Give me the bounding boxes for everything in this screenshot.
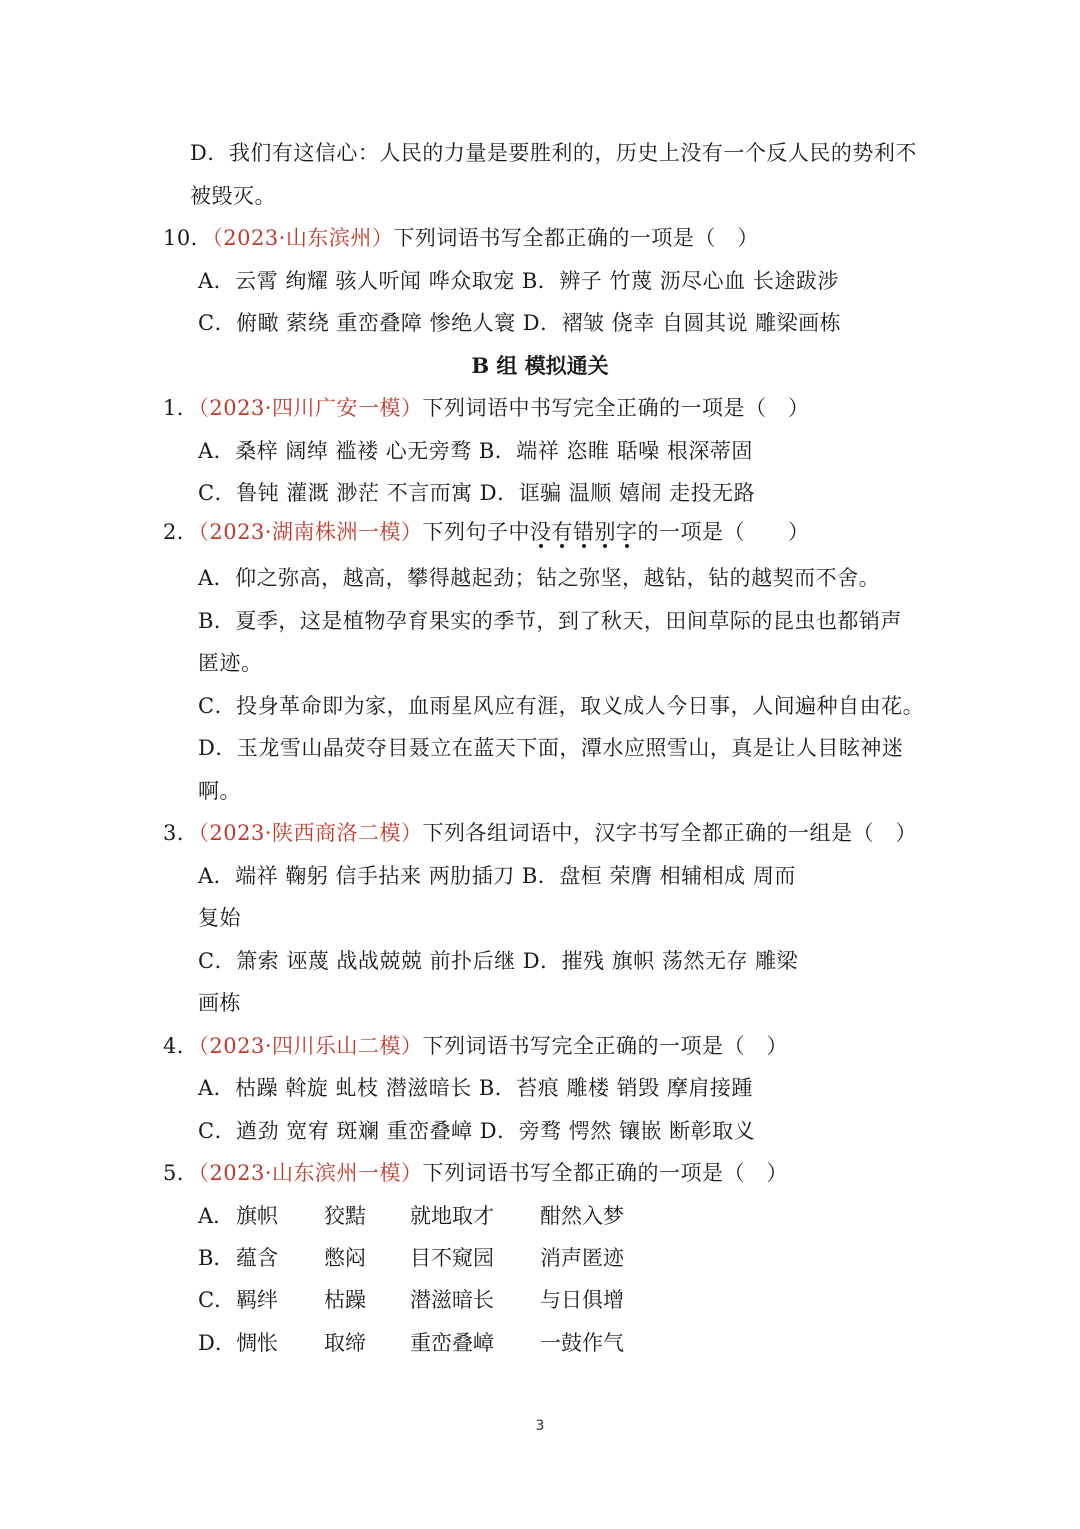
question-source: （2023·陕西商洛二模） (198, 821, 423, 845)
question-3-options-cd-line2: 画栋 (198, 991, 241, 1015)
question-1-options-ab: A．桑梓 阔绰 褴褛 心无旁骛 B．端祥 恣睢 聒噪 根深蒂固 (198, 439, 753, 463)
question-1-stem (163, 393, 810, 423)
option-word: 一鼓作气 (540, 1331, 624, 1355)
question-text: 下列词语书写全都正确的一项是（ ） (393, 226, 759, 250)
prev-option-d-line2: 被毁灭。 (190, 184, 276, 208)
section-heading: B 组 模拟通关 (471, 353, 609, 378)
option-word: 旗帜 (236, 1204, 278, 1228)
option-label: C． (198, 1288, 236, 1312)
question-source: （2023·四川乐山二模） (198, 1034, 423, 1058)
option-word: 目不窥园 (410, 1246, 494, 1270)
question-4-stem (163, 1031, 788, 1061)
option-word: 枯躁 (324, 1288, 366, 1312)
emphasis-char: 错 (573, 520, 595, 544)
option-word: 惆怅 (236, 1331, 278, 1355)
option-label: B． (198, 1246, 235, 1270)
question-2-option-b-line1: B．夏季，这是植物孕育果实的季节，到了秋天，田间草际的昆虫也都销声 (198, 609, 902, 633)
question-4-options-ab: A．枯躁 斡旋 虬枝 潜滋暗长 B．苔痕 雕楼 销毁 摩肩接踵 (198, 1076, 753, 1100)
question-source: （2023·湖南株洲一模） (198, 520, 423, 544)
question-2-stem (163, 517, 810, 547)
option-word: 重峦叠嶂 (410, 1331, 494, 1355)
option-word: 憋闷 (324, 1246, 366, 1270)
question-2-option-b-line2: 匿迹。 (198, 651, 263, 675)
emphasis-char: 别 (594, 520, 616, 544)
option-word: 潜滋暗长 (410, 1288, 494, 1312)
question-source: （2023·四川广安一模） (198, 396, 423, 420)
question-number: 3． (163, 821, 199, 845)
question-number: 1． (163, 396, 199, 420)
question-2-option-d-line1: D．玉龙雪山晶荧夺目聂立在蓝天下面，潭水应照雪山，真是让人目眩神迷 (198, 736, 904, 760)
question-text: 下列词语书写完全正确的一项是（ ） (422, 1034, 788, 1058)
question-10-options-cd: C．俯瞰 萦绕 重峦叠障 惨绝人寰 D．褶皱 侥幸 自圆其说 雕梁画栋 (198, 311, 842, 335)
page-number: 3 (535, 1418, 545, 1434)
option-label: D． (198, 1331, 236, 1355)
question-10-stem (163, 223, 759, 253)
question-4-options-cd: C．遒劲 宽宥 斑斓 重峦叠嶂 D．旁骛 愕然 镶嵌 断彰取义 (198, 1119, 756, 1143)
question-10-options-ab: A．云霄 绚耀 骇人听闻 哗众取宠 B．辨子 竹蔑 沥尽心血 长途跋涉 (198, 269, 839, 293)
question-3-options-ab-line1: A．端祥 鞠躬 信手拈来 两肋插刀 B．盘桓 荣膺 相辅相成 周而 (198, 864, 796, 888)
question-5-option-d (198, 1328, 624, 1358)
emphasis-char: 字 (616, 520, 638, 544)
question-number: 10． (163, 226, 213, 250)
option-word: 酣然入梦 (540, 1204, 624, 1228)
question-text: 下列词语书写全都正确的一项是（ ） (422, 1161, 788, 1185)
question-text-pre: 下列句子中 (422, 520, 530, 544)
question-2-option-c: C．投身革命即为家，血雨星风应有涯，取义成人今日事，人间遍种自由花。 (198, 694, 925, 718)
question-5-option-a (198, 1201, 624, 1231)
option-word: 消声匿迹 (540, 1246, 624, 1270)
option-label: A． (198, 1204, 235, 1228)
question-5-option-b (198, 1243, 624, 1273)
emphasis-char: 没 (530, 520, 552, 544)
question-5-option-c (198, 1285, 624, 1315)
option-word: 取缔 (324, 1331, 366, 1355)
option-word: 就地取才 (410, 1204, 494, 1228)
question-source: （2023·山东滨州） (212, 226, 394, 250)
option-word: 与日俱增 (540, 1288, 624, 1312)
question-number: 2． (163, 520, 199, 544)
question-3-options-ab-line2: 复始 (198, 906, 241, 930)
question-2-option-a: A．仰之弥高，越高，攀得越起劲；钻之弥坚，越钻，钻的越契而不舍。 (198, 566, 881, 590)
prev-option-d-line1: D．我们有这信心：人民的力量是要胜利的，历史上没有一个反人民的势利不 (190, 141, 917, 165)
question-text: 下列词语中书写完全正确的一项是（ ） (422, 396, 810, 420)
question-5-stem (163, 1158, 788, 1188)
question-number: 4． (163, 1034, 199, 1058)
question-3-options-cd-line1: C．箫索 诬蔑 战战兢兢 前扑后继 D．摧残 旗帜 荡然无存 雕梁 (198, 949, 799, 973)
question-source: （2023·山东滨州一模） (198, 1161, 423, 1185)
question-text: 下列各组词语中，汉字书写全都正确的一组是（ ） (422, 821, 917, 845)
question-2-option-d-line2: 啊。 (198, 779, 241, 803)
question-text-post: 的一项是（ ） (637, 520, 810, 544)
option-word: 蕴含 (236, 1246, 278, 1270)
question-3-stem (163, 818, 917, 848)
question-number: 5． (163, 1161, 199, 1185)
option-word: 羁绊 (236, 1288, 278, 1312)
question-1-options-cd: C．鲁钝 灌溉 渺茫 不言而寓 D．诓骗 温顺 嬉闹 走投无路 (198, 481, 756, 505)
emphasis-char: 有 (551, 520, 573, 544)
option-word: 狡黠 (324, 1204, 366, 1228)
